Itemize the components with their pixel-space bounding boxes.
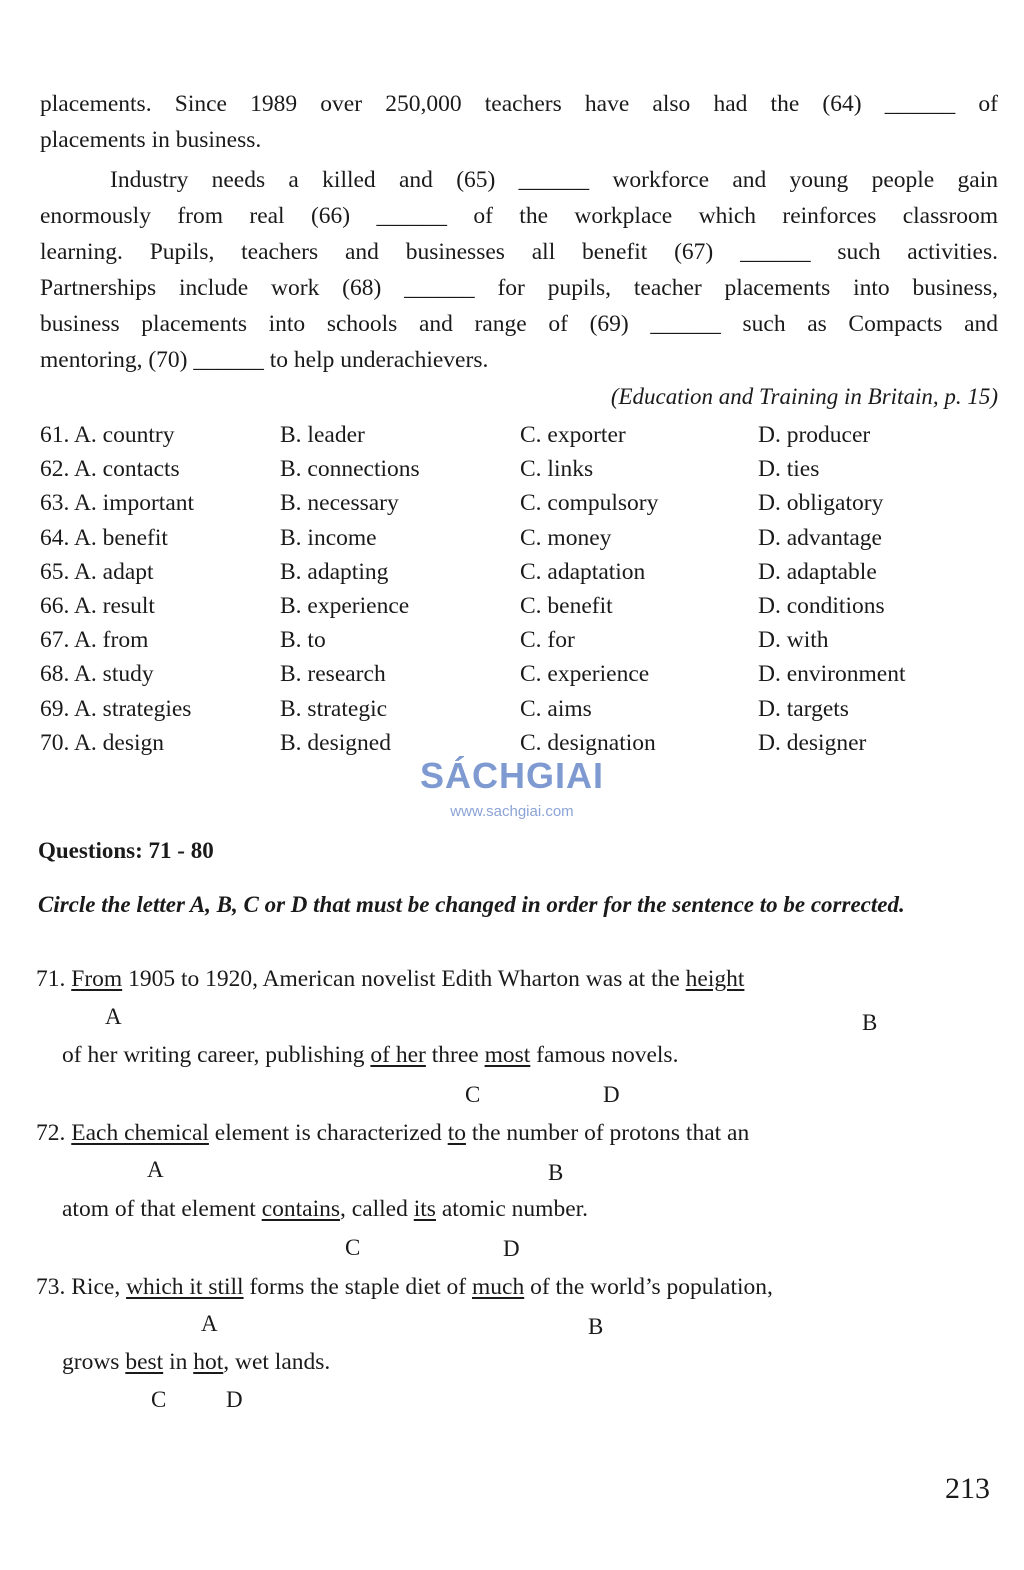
passage-line: Industry needs a killed and (65) ______ workforce and young people gain xyxy=(110,167,998,193)
option-a: 63. A. important xyxy=(40,490,195,517)
text: 1905 to 1920, American novelist Edith Wharton was at the xyxy=(122,966,686,992)
passage-top xyxy=(40,86,998,158)
passage-line: Partnerships include work (68) ______ for pupils, teacher placements into business, xyxy=(40,275,998,301)
underline-a: From xyxy=(71,966,123,992)
option-d: D. ties xyxy=(758,456,820,483)
underline-b: to xyxy=(447,1120,466,1146)
text: atomic number. xyxy=(435,1196,589,1222)
label-a: A xyxy=(201,1311,218,1336)
label-c: C xyxy=(465,1082,481,1107)
option-row xyxy=(40,486,1000,520)
option-row xyxy=(40,657,1000,691)
option-b: B. leader xyxy=(280,422,365,448)
text: forms the staple diet of xyxy=(243,1274,472,1300)
text: the number of protons that an xyxy=(465,1120,750,1146)
underline-d: its xyxy=(413,1196,436,1222)
passage-source: (Education and Training in Britain, p. 15) xyxy=(610,384,998,409)
underline-d: hot xyxy=(193,1349,224,1375)
option-b: B. designed xyxy=(280,729,391,756)
option-b: B. strategic xyxy=(280,695,388,722)
underline-b: height xyxy=(685,966,745,992)
option-a: 67. A. from xyxy=(40,627,149,654)
text: three xyxy=(425,1042,485,1068)
label-d: D xyxy=(603,1082,620,1107)
underline-b: much xyxy=(472,1274,525,1300)
watermark xyxy=(0,755,1024,820)
answer-options xyxy=(40,418,1000,760)
passage-line: placements in business. xyxy=(40,127,262,153)
option-b: B. necessary xyxy=(280,490,399,517)
label-a: A xyxy=(105,1004,122,1029)
question-73-line-2 xyxy=(62,1349,330,1376)
option-a: 66. A. result xyxy=(40,592,155,619)
label-c: C xyxy=(151,1387,167,1412)
text: of the world’s population, xyxy=(524,1274,773,1300)
option-row xyxy=(40,555,1000,589)
option-a: 69. A. strategies xyxy=(40,695,192,722)
label-b: B xyxy=(548,1160,564,1185)
passage-line: mentoring, (70) ______ to help underachievers. xyxy=(40,347,489,373)
text: 71. xyxy=(36,966,72,992)
option-d: D. adaptable xyxy=(758,558,877,585)
text: , wet lands. xyxy=(223,1349,331,1375)
question-72-line-1 xyxy=(36,1120,749,1147)
option-a: 68. A. study xyxy=(40,661,154,688)
underline-c: best xyxy=(125,1349,164,1375)
option-a: 61. A. country xyxy=(40,422,175,448)
option-b: B. experience xyxy=(280,592,410,619)
question-71-line-2 xyxy=(62,1042,678,1069)
passage-line: learning. Pupils, teachers and businesses all benefit (67) ______ such activities. xyxy=(40,239,998,265)
text: element is characterized xyxy=(208,1120,448,1146)
option-c: C. designation xyxy=(520,729,656,756)
option-d: D. with xyxy=(758,627,829,654)
option-c: C. exporter xyxy=(520,422,626,448)
text: of her writing career, publishing xyxy=(62,1042,371,1068)
label-b: B xyxy=(862,1010,878,1035)
underline-a: Each chemical xyxy=(71,1120,209,1146)
text: , called xyxy=(340,1196,414,1222)
option-d: D. designer xyxy=(758,729,867,756)
question-72-line-2 xyxy=(62,1196,588,1223)
passage-paragraph xyxy=(40,162,998,378)
option-b: B. to xyxy=(280,627,326,654)
option-a: 64. A. benefit xyxy=(40,524,168,551)
label-d: D xyxy=(503,1236,520,1261)
option-row xyxy=(40,692,1000,726)
option-b: B. income xyxy=(280,524,377,551)
option-c: C. compulsory xyxy=(520,490,659,517)
option-b: B. research xyxy=(280,661,386,688)
section-instruction: Circle the letter A, B, C or D that must be changed in order for the sentence to be corrected. xyxy=(38,892,905,917)
text: 73. Rice, xyxy=(36,1274,127,1300)
option-d: D. targets xyxy=(758,695,849,722)
section-heading: Questions: 71 - 80 xyxy=(38,838,214,863)
underline-c: of her xyxy=(370,1042,426,1068)
option-d: D. producer xyxy=(758,422,871,448)
text: 72. xyxy=(36,1120,72,1146)
label-c: C xyxy=(345,1235,361,1260)
option-row xyxy=(40,589,1000,623)
page-number: 213 xyxy=(945,1472,990,1505)
option-d: D. obligatory xyxy=(758,490,884,517)
option-d: D. conditions xyxy=(758,592,885,619)
option-row xyxy=(40,521,1000,555)
text: grows xyxy=(62,1349,126,1375)
question-71-line-1 xyxy=(36,966,744,993)
underline-d: most xyxy=(484,1042,531,1068)
option-d: D. environment xyxy=(758,661,906,688)
text: famous novels. xyxy=(530,1042,679,1068)
watermark-logo: SÁCHGIAI xyxy=(419,755,604,796)
option-d: D. advantage xyxy=(758,524,882,551)
passage-line: enormously from real (66) ______ of the workplace which reinforces classroom xyxy=(40,203,998,229)
option-c: C. experience xyxy=(520,661,650,688)
option-c: C. benefit xyxy=(520,592,613,619)
option-c: C. money xyxy=(520,524,612,551)
option-b: B. adapting xyxy=(280,558,389,585)
label-d: D xyxy=(226,1387,243,1412)
label-b: B xyxy=(588,1314,604,1339)
question-73-line-1 xyxy=(36,1274,773,1301)
option-a: 62. A. contacts xyxy=(40,456,180,483)
watermark-url: www.sachgiai.com xyxy=(450,803,574,820)
passage-line: business placements into schools and range of (69) ______ such as Compacts and xyxy=(40,311,998,337)
option-c: C. for xyxy=(520,627,575,654)
passage-line: placements. Since 1989 over 250,000 teachers have also had the (64) ______ of xyxy=(40,91,998,117)
option-a: 70. A. design xyxy=(40,729,165,756)
option-row xyxy=(40,452,1000,486)
option-a: 65. A. adapt xyxy=(40,558,154,585)
underline-c: contains xyxy=(261,1196,341,1222)
option-row xyxy=(40,623,1000,657)
option-b: B. connections xyxy=(280,456,420,483)
option-row xyxy=(40,418,1000,452)
underline-a: which it still xyxy=(126,1274,244,1300)
text: atom of that element xyxy=(62,1196,262,1222)
option-c: C. adaptation xyxy=(520,558,646,585)
label-a: A xyxy=(147,1157,164,1182)
option-c: C. links xyxy=(520,456,594,483)
option-c: C. aims xyxy=(520,695,592,722)
text: in xyxy=(163,1349,194,1375)
